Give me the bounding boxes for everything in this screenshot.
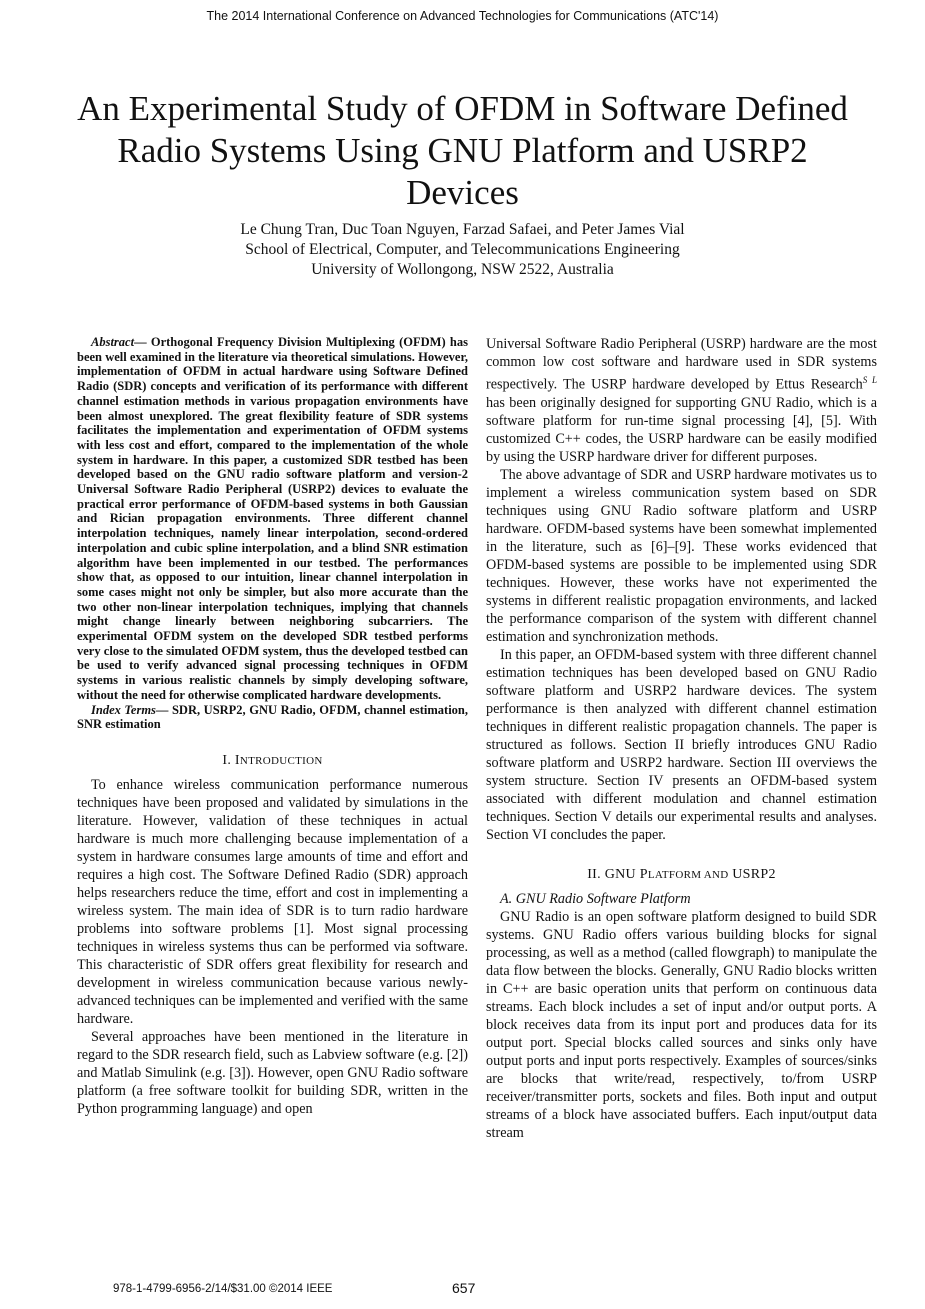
- page-number: 657: [452, 1280, 476, 1296]
- paragraph: GNU Radio is an open software platform designed to build SDR systems. GNU Radio offers various building blocks for signal processing, as well as a method (called flowgraph) to manipulate the data flow between the blocks. Generally, GNU Radio blocks written in C++ are basic operation units that perform on continuous data streams. Each block includes a set of input and/or output ports. A block receives data from its input port and produces data for its output port. Special blocks called sources and sinks only have output ports and input ports respectively. Examples of sources/sinks are blocks that write/read, respectively, to/from USRP receiver/transmitter ports, sockets and files. Both input and output streams of a block have associated buffers. Each input/output data stream: [486, 908, 877, 1141]
- left-column: [77, 335, 468, 1118]
- index-terms: [77, 703, 468, 732]
- index-terms-text: — SDR, USRP2, GNU Radio, OFDM, channel estimation, SNR estimation: [77, 702, 468, 732]
- section-heading-introduction: I. INTRODUCTION: [222, 752, 323, 768]
- paper-title: An Experimental Study of OFDM in Software Defined Radio Systems Using GNU Platform and USRP2 Devices: [77, 89, 848, 212]
- address: University of Wollongong, NSW 2522, Australia: [311, 261, 614, 278]
- paragraph: The above advantage of SDR and USRP hardware motivates us to implement a wireless communication system based on SDR techniques using GNU Radio software platform and USRP hardware. OFDM-based systems have been somewhat implemented in the literature, such as [6]–[9]. These works evidenced that OFDM-based systems are possible to be implemented using SDR techniques. However, these works have not experimented the systems in different realistic propagation environments, and lacked the performance comparison of the system with different channel estimation and synchronization methods.: [486, 466, 877, 645]
- paragraph: Several approaches have been mentioned in the literature in regard to the SDR research field, such as Labview software (e.g. [2]) and Matlab Simulink (e.g. [3]). However, open GNU Radio software platform (a free software toolkit for building SDR, written in the Python programming language) and open: [77, 1028, 468, 1117]
- paragraph: To enhance wireless communication performance numerous techniques have been proposed and validated by simulations in the literature. However, validation of these techniques in actual hardware is much more challenging because implementation of a system in hardware consumes large amounts of time and effort and requires a high cost. The Software Defined Radio (SDR) approach helps researchers reduce the time, effort and cost in implementing a wireless system. The main idea of SDR is to turn radio hardware problems into software problems [1]. Most signal processing techniques in wireless systems thus can be performed via software. This characteristic of SDR offers great flexibility for research and development in wireless communication because various newly-advanced techniques can be implemented and verified with the same hardware.: [77, 776, 468, 1027]
- abstract-label: Abstract: [91, 335, 135, 349]
- index-terms-label: Index Terms: [91, 702, 156, 717]
- superscript: S L: [862, 375, 877, 385]
- isbn-footer: 978-1-4799-6956-2/14/$31.00 ©2014 IEEE: [113, 1283, 333, 1295]
- right-column: [486, 335, 877, 1142]
- author-block: [0, 220, 925, 280]
- section-heading-gnu-platform: II. GNU PLATFORM AND USRP2: [587, 866, 776, 882]
- abstract-text: — Orthogonal Frequency Division Multiplexing (OFDM) has been well examined in the literature via theoretical simulations. However, implementation of OFDM in actual hardware using Software Defined Radio (SDR) concepts and verification of its performance with different channel estimation methods in various propagation environments have been almost unexplored. The great flexibility feature of SDR systems facilitates the implementation and experimentation of OFDM systems with less cost and effort, compared to the implementation of the whole system in hardware. In this paper, a customized SDR testbed has been developed based on the GNU radio software platform and version-2 Universal Software Radio Peripheral (USRP2) devices to evaluate the practical error performance of OFDM-based systems in both Gaussian and Rician propagation environments. Three different channel interpolation techniques, namely linear interpolation, second-ordered interpolation and cubic spline interpolation, and a blind SNR estimation algorithm have been implemented in our testbed. The performances show that, as opposed to our intuition, linear channel interpolation in some cases might not only be simpler, but also more accurate than the two other non-linear interpolation techniques, implying that channels might change linearly between neighboring subcarriers. The experimental OFDM system on the developed SDR testbed performs very close to the simulated OFDM system, thus the developed testbed can be used to verify advanced signal processing techniques in OFDM systems in various realistic channels by simply developing software, without the need for otherwise complicated hardware developments.: [77, 335, 468, 702]
- authors: Le Chung Tran, Duc Toan Nguyen, Farzad Safaei, and Peter James Vial: [240, 221, 685, 238]
- affiliation: School of Electrical, Computer, and Telecommunications Engineering: [245, 241, 680, 258]
- conference-header: The 2014 International Conference on Advanced Technologies for Communications (ATC'14): [206, 9, 719, 23]
- paragraph: In this paper, an OFDM-based system with three different channel estimation techniques has been developed based on GNU Radio software platform and USRP2 hardware devices. The system performance is then analyzed with different channel estimation techniques in different realistic propagation channels. The paper is structured as follows. Section II briefly introduces GNU Radio software platform and USRP2 hardware. Section III overviews the system structure. Section IV presents an OFDM-based system associated with different modulation and channel estimation techniques. Section V details our experimental results and analyses. Section VI concludes the paper.: [486, 646, 877, 843]
- subsection-heading: A. GNU Radio Software Platform: [500, 890, 691, 907]
- abstract: [77, 335, 468, 703]
- paragraph: Universal Software Radio Peripheral (USRP) hardware are the most common low cost software and hardware used in SDR systems respectively. The USRP hardware developed by Ettus Research$^{S L}$ has been originally designed for supporting GNU Radio, which is a software platform for run-time signal processing [4], [5]. With customized C++ codes, the USRP hardware can be easily modified by using the USRP hardware driver for different purposes.: [486, 336, 877, 465]
